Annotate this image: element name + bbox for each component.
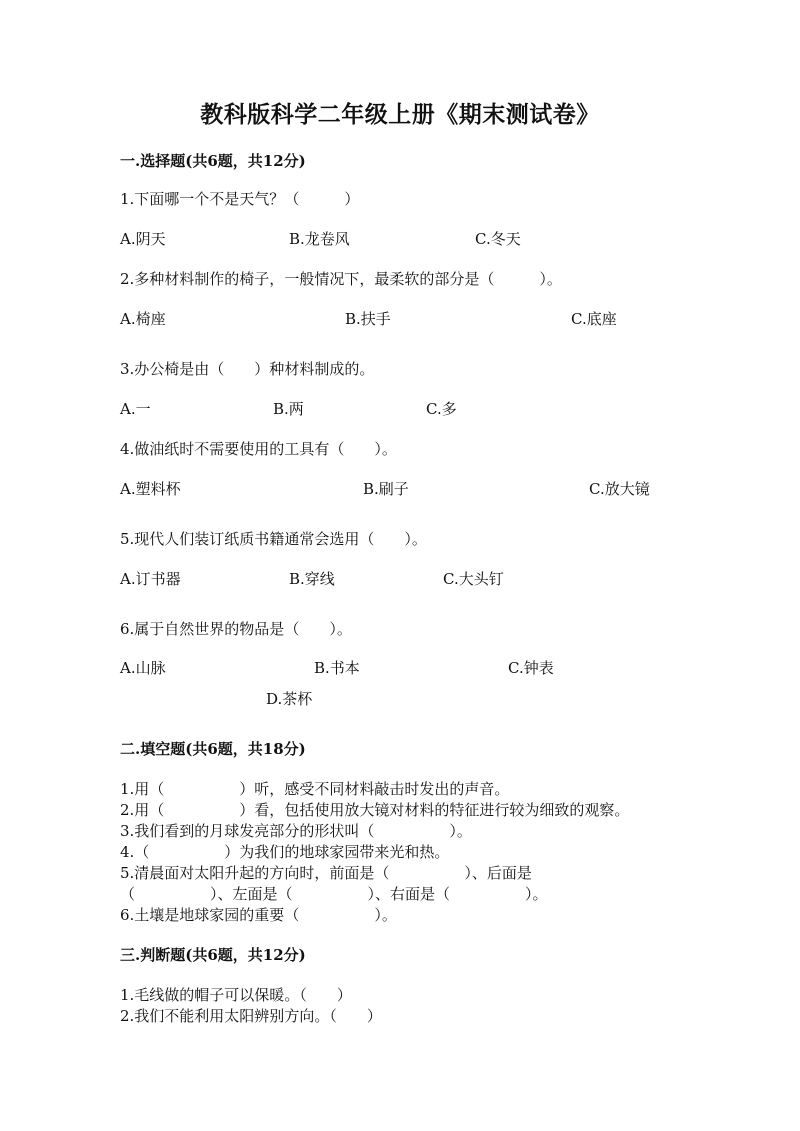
question-text: 1.下面哪一个不是天气？（ ）	[120, 190, 360, 208]
option-a: A.订书器	[120, 570, 181, 588]
option-c: C.多	[426, 400, 457, 418]
page-title: 教科版科学二年级上册《期末测试卷》	[200, 101, 600, 128]
fill-line: 6.土壤是地球家园的重要（ ）。	[120, 906, 397, 924]
fill-line: 5.清晨面对太阳升起的方向时，前面是（ ）、后面是	[120, 864, 532, 882]
question-text: 5.现代人们装订纸质书籍通常会选用（ ）。	[120, 530, 427, 548]
option-c: C.底座	[571, 310, 617, 328]
section-heading-judge: 三.判断题(共6题，共12分)	[120, 946, 306, 964]
question-text: 4.做油纸时不需要使用的工具有（ ）。	[120, 440, 397, 458]
fill-line: 3.我们看到的月球发亮部分的形状叫（ ）。	[120, 822, 472, 840]
fill-line: （ ）、左面是（ ）、右面是（ ）。	[120, 885, 548, 903]
question-text: 6.属于自然世界的物品是（ ）。	[120, 620, 352, 638]
option-d: D.茶杯	[266, 690, 313, 708]
option-a: A.山脉	[120, 659, 166, 677]
fill-line: 2.用（ ）看，包括使用放大镜对材料的特征进行较为细致的观察。	[120, 801, 630, 819]
option-a: A.一	[120, 400, 151, 418]
option-a: A.椅座	[120, 310, 166, 328]
option-b: B.扶手	[345, 310, 391, 328]
question-text: 2.多种材料制作的椅子，一般情况下，最柔软的部分是（ ）。	[120, 270, 562, 288]
option-a: A.阴天	[120, 230, 166, 248]
judge-line: 2.我们不能利用太阳辨别方向。（ ）	[120, 1007, 382, 1025]
option-c: C.冬天	[475, 230, 521, 248]
fill-line: 1.用（ ）听，感受不同材料敲击时发出的声音。	[120, 780, 510, 798]
section-heading-choice: 一.选择题(共6题，共12分)	[120, 152, 306, 170]
fill-line: 4.（ ）为我们的地球家园带来光和热。	[120, 843, 450, 861]
option-b: B.刷子	[363, 480, 409, 498]
option-b: B.龙卷风	[289, 230, 350, 248]
section-heading-fill: 二.填空题(共6题，共18分)	[120, 740, 306, 758]
option-c: C.大头钉	[443, 570, 504, 588]
option-b: B.穿线	[289, 570, 335, 588]
question-text: 3.办公椅是由（ ）种材料制成的。	[120, 360, 375, 378]
option-a: A.塑料杯	[120, 480, 181, 498]
option-c: C.钟表	[508, 659, 554, 677]
option-c: C.放大镜	[589, 480, 650, 498]
judge-line: 1.毛线做的帽子可以保暖。（ ）	[120, 986, 352, 1004]
option-b: B.书本	[314, 659, 360, 677]
option-b: B.两	[273, 400, 304, 418]
